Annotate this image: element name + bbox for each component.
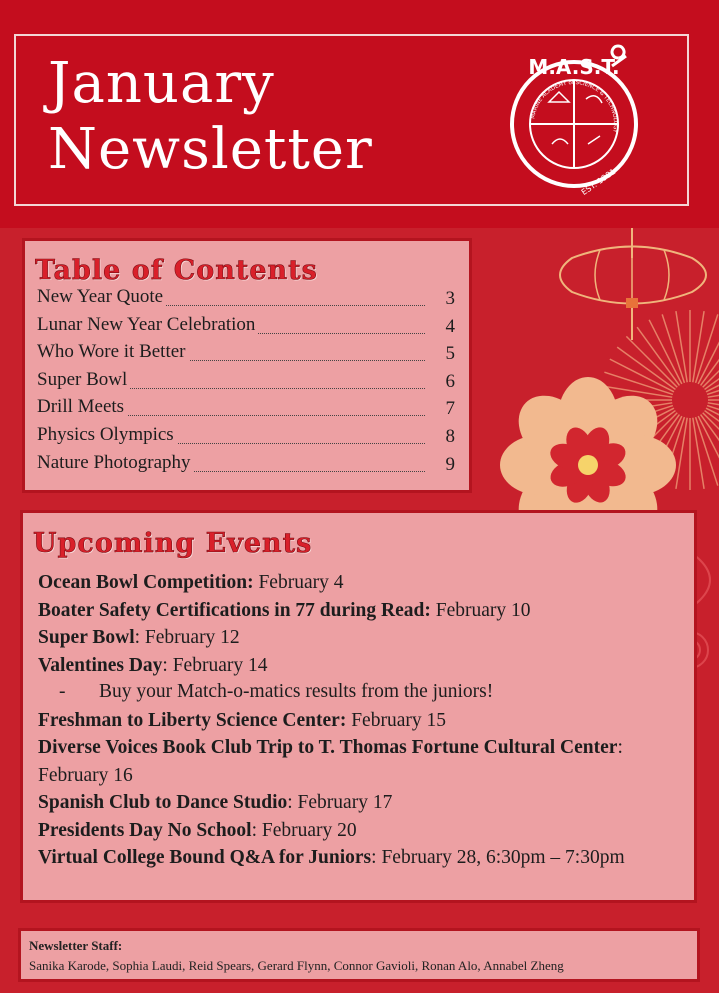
event-name: Ocean Bowl Competition: bbox=[38, 572, 254, 593]
event-name: Boater Safety Certifications in 77 during Read: bbox=[38, 599, 431, 621]
toc-item-title: Who Wore it Better bbox=[37, 341, 189, 363]
event-date: : February 17 bbox=[287, 792, 393, 813]
lantern-icon bbox=[560, 228, 706, 340]
title-newsletter: Newsletter bbox=[48, 117, 373, 182]
toc-item-page: 6 bbox=[445, 370, 455, 392]
event-name: Diverse Voices Book Club Trip to T. Thomas Fortune Cultural Center bbox=[38, 737, 618, 758]
toc-item-title: Drill Meets bbox=[37, 396, 127, 418]
toc-item-page: 8 bbox=[445, 426, 455, 447]
event-item bbox=[38, 707, 684, 735]
toc-item bbox=[37, 424, 455, 450]
toc-item bbox=[37, 341, 455, 367]
event-date: : February 20 bbox=[251, 819, 357, 841]
toc-item bbox=[37, 286, 455, 312]
event-item bbox=[38, 789, 684, 817]
toc-item bbox=[37, 369, 455, 395]
event-date: : February 14 bbox=[162, 654, 268, 676]
event-name: Presidents Day No School bbox=[38, 819, 252, 841]
event-item bbox=[38, 597, 684, 625]
toc-item-page: 5 bbox=[445, 343, 455, 365]
logo-established: EST. 1981 bbox=[579, 166, 618, 197]
toc-item bbox=[37, 396, 455, 422]
toc-item-title: Lunar New Year Celebration bbox=[37, 314, 258, 336]
note-dash: - bbox=[59, 681, 66, 702]
event-date: February 10 bbox=[430, 599, 531, 621]
event-item bbox=[38, 817, 684, 845]
toc-item-page: 3 bbox=[445, 288, 455, 309]
event-name: Spanish Club to Dance Studio bbox=[38, 792, 288, 813]
toc-item-page: 7 bbox=[445, 398, 455, 420]
toc-item bbox=[37, 452, 455, 478]
upcoming-events bbox=[20, 510, 697, 903]
event-item bbox=[38, 734, 684, 789]
event-name: Freshman to Liberty Science Center: bbox=[38, 709, 347, 731]
toc-heading: Table of Contents bbox=[35, 255, 318, 286]
newsletter-staff bbox=[18, 928, 700, 982]
event-item bbox=[38, 652, 684, 680]
events-heading: Upcoming Events bbox=[33, 528, 313, 559]
toc-item bbox=[37, 314, 455, 340]
toc-item-title: New Year Quote bbox=[37, 286, 166, 308]
event-item bbox=[38, 844, 684, 872]
title-january: January bbox=[48, 51, 275, 116]
toc-item-page: 9 bbox=[445, 453, 455, 475]
toc-item-page: 4 bbox=[445, 315, 455, 337]
mast-logo-icon bbox=[494, 44, 654, 204]
toc-item-title: Nature Photography bbox=[37, 452, 194, 474]
event-date: February 15 bbox=[346, 709, 446, 731]
toc-item-title: Physics Olympics bbox=[37, 424, 177, 446]
event-date: : February 16 bbox=[38, 737, 623, 786]
event-date: : February 28, 6:30pm – 7:30pm bbox=[371, 847, 625, 868]
table-of-contents bbox=[22, 238, 472, 493]
event-name: Super Bowl bbox=[38, 627, 135, 648]
note-text: Buy your Match-o-matics results from the juniors! bbox=[99, 681, 494, 702]
event-name: Valentines Day bbox=[38, 654, 163, 676]
header-banner bbox=[0, 0, 719, 228]
staff-names: Sanika Karode, Sophia Laudi, Reid Spears, Gerard Flynn, Connor Gavioli, Ronan Alo, Annabel Zheng bbox=[29, 958, 564, 973]
event-item bbox=[38, 569, 684, 597]
valentines-note bbox=[59, 681, 493, 703]
event-date: : February 12 bbox=[134, 627, 240, 648]
event-date: February 4 bbox=[253, 572, 344, 593]
event-item bbox=[38, 624, 684, 652]
logo-ring-text: MARINE ACADEMY of SCIENCE & TECHNOLOGY bbox=[530, 79, 619, 134]
logo-acronym: M.A.S.T. bbox=[528, 55, 620, 79]
staff-label: Newsletter Staff: bbox=[29, 938, 123, 953]
event-name: Virtual College Bound Q&A for Juniors bbox=[38, 847, 372, 868]
toc-item-title: Super Bowl bbox=[37, 369, 130, 391]
